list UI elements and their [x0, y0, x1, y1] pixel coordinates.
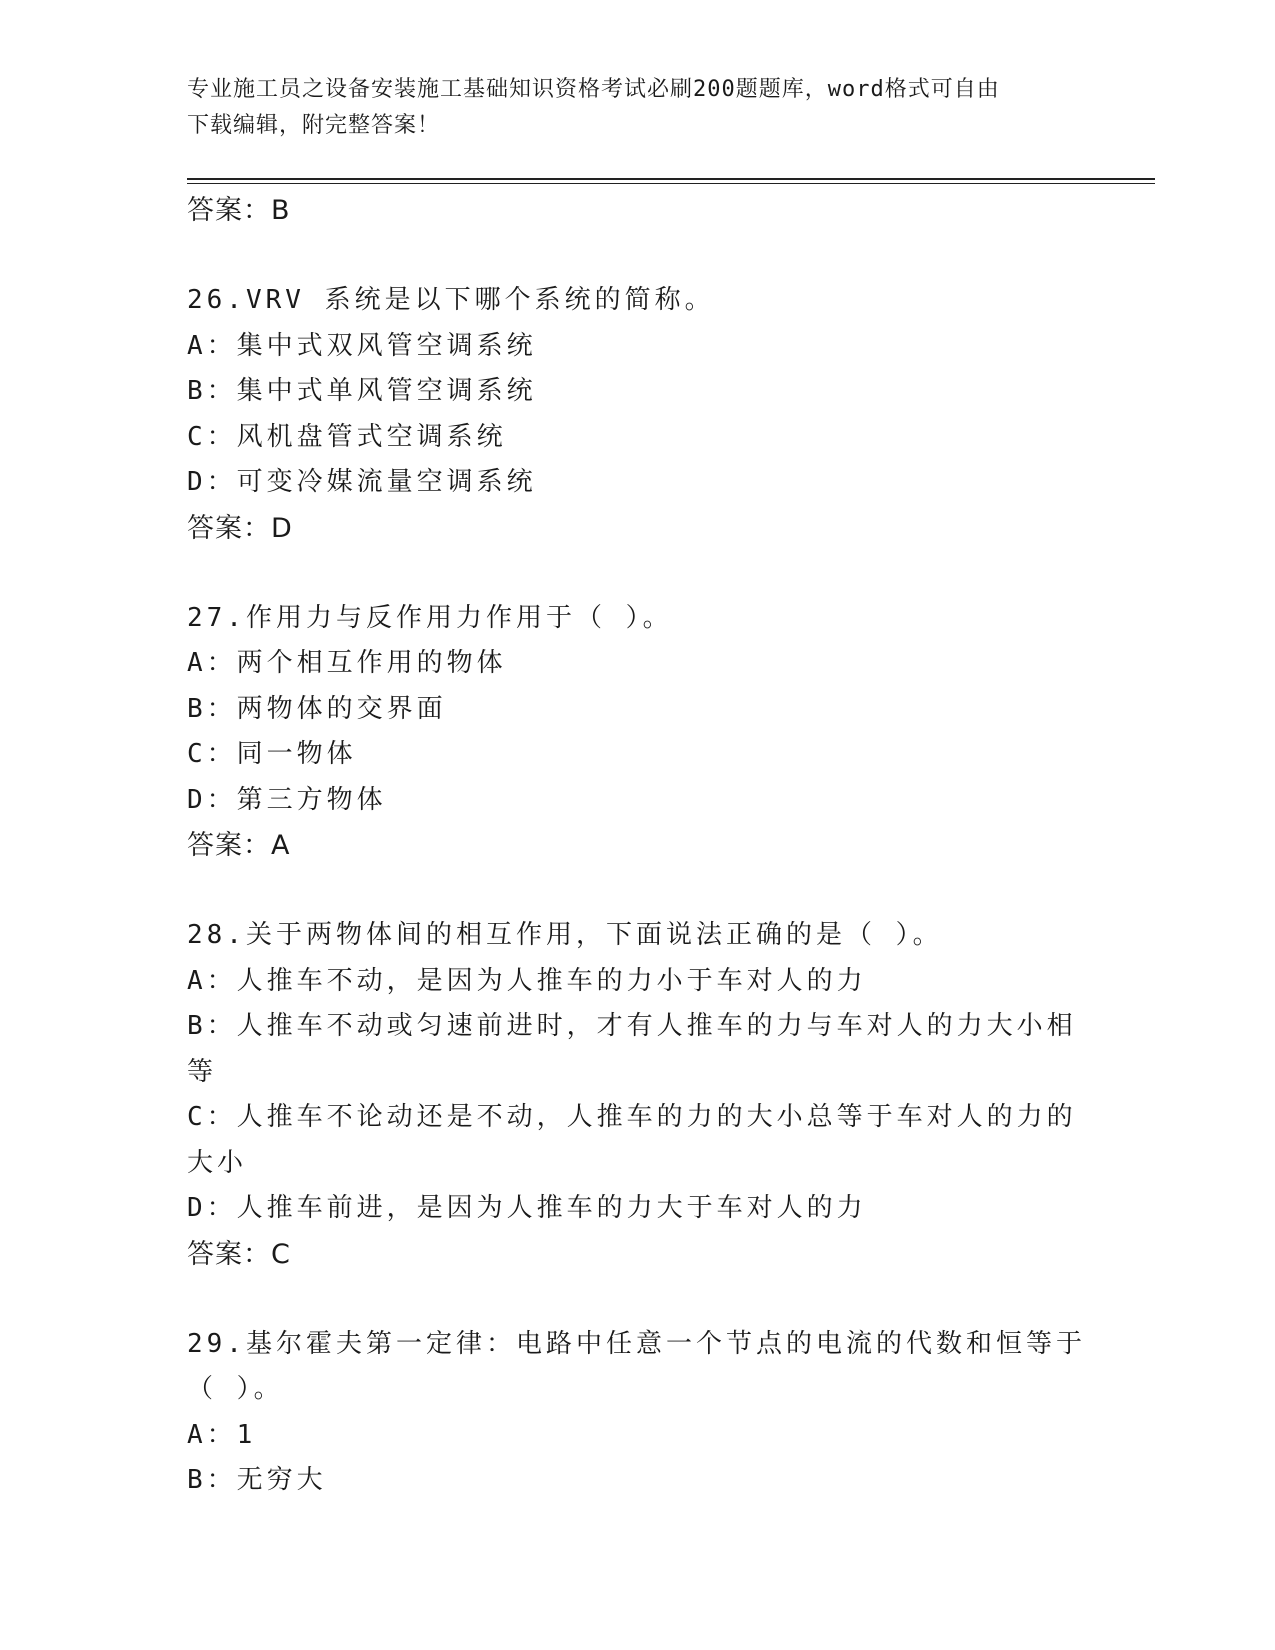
option-d: D：可变冷媒流量空调系统 [187, 467, 537, 497]
option-a: A：人推车不动，是因为人推车的力小于车对人的力 [187, 965, 867, 996]
option-b: B：人推车不动或匀速前进时，才有人推车的力与车对人的力大小相等 [187, 1011, 1077, 1087]
option-c: C：人推车不论动还是不动，人推车的力的大小总等于车对人的力的大小 [187, 1102, 1077, 1178]
answer: 答案：C [187, 1238, 291, 1270]
previous-answer: 答案：B [187, 195, 291, 226]
question-text: 29.基尔霍夫第一定律：电路中任意一个节点的电流的代数和恒等于（ ）。 [187, 1328, 1086, 1404]
answer: 答案：D [187, 512, 293, 544]
option-a: A：集中式双风管空调系统 [187, 330, 537, 361]
question-list [187, 188, 1087, 1504]
answer: 答案：A [187, 830, 291, 861]
header-line-1: 专业施工员之设备安装施工基础知识资格考试必刷200题题库，word格式可自由 [187, 77, 1000, 102]
question-28 [187, 913, 1087, 1278]
option-a: A：1 [187, 1419, 257, 1450]
header-divider-thin [187, 183, 1155, 184]
header-line-2: 下载编辑，附完整答案！ [187, 113, 441, 138]
option-c: C：风机盘管式空调系统 [187, 421, 507, 452]
question-text: 27.作用力与反作用力作用于（ ）。 [187, 602, 673, 633]
option-a: A：两个相互作用的物体 [187, 648, 507, 678]
option-d: D：第三方物体 [187, 784, 387, 815]
option-b: B：两物体的交界面 [187, 693, 447, 724]
header-divider-thick [187, 178, 1155, 180]
question-27 [187, 596, 1087, 870]
option-b: B：集中式单风管空调系统 [187, 376, 537, 406]
question-text: 26.VRV 系统是以下哪个系统的简称。 [187, 285, 715, 315]
question-29 [187, 1322, 1087, 1504]
option-c: C：同一物体 [187, 739, 357, 769]
option-d: D：人推车前进，是因为人推车的力大于车对人的力 [187, 1193, 867, 1223]
document-header [187, 72, 1087, 144]
question-26 [187, 278, 1087, 552]
option-b: B：无穷大 [187, 1465, 327, 1495]
question-text: 28.关于两物体间的相互作用，下面说法正确的是（ ）。 [187, 920, 943, 950]
